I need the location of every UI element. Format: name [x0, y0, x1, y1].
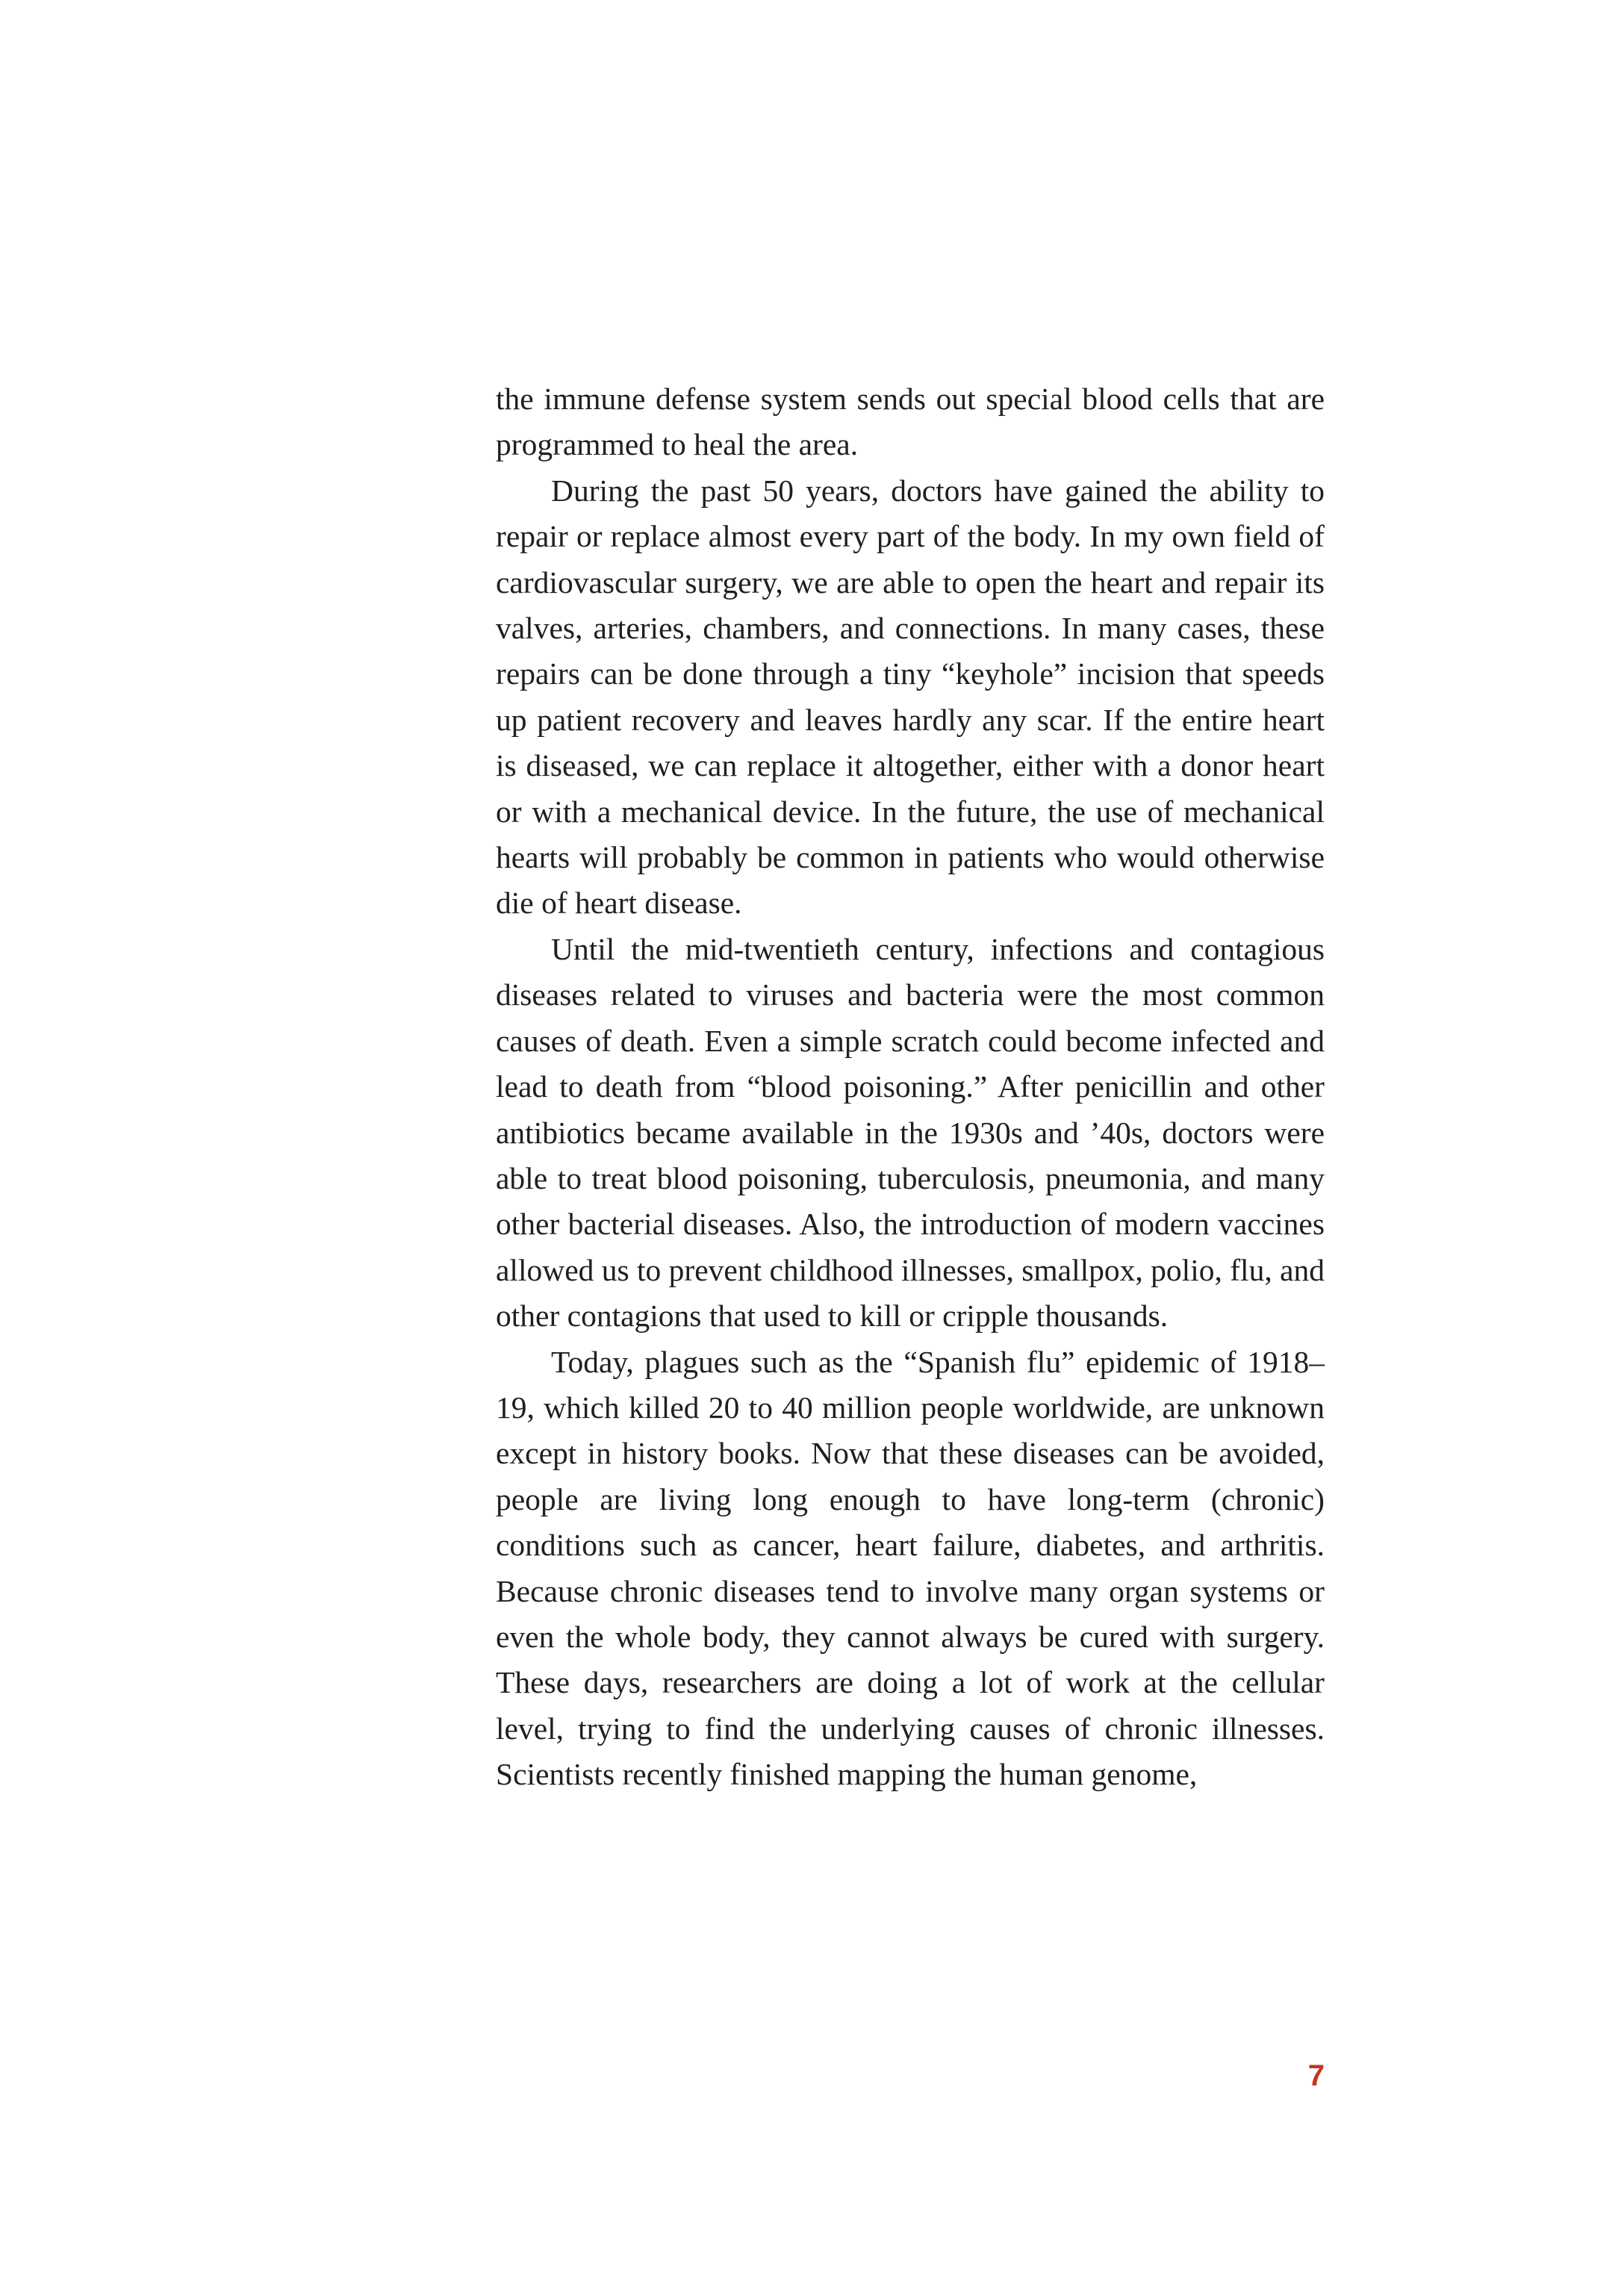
paragraph-surgery: During the past 50 years, doctors have gained the ability to repair or replace almost every part of the body. In my own field of cardiovascular surgery, we are able to open the heart and repair its valves, arteries, chambers, and connections. In many cases, these repairs can be done through a tiny “keyhole” incision that speeds up patient recovery and leaves hardly any scar. If the entire heart is diseased, we can replace it altogether, either with a donor heart or with a mechanical device. In the future, the use of mechanical hearts will probably be common in patients who would otherwise die of heart disease.	[496, 473, 1325, 921]
page-number: 7	[1307, 2059, 1325, 2092]
paragraph-chronic-diseases: Today, plagues such as the “Spanish flu” epidemic of 1918–19, which killed 20 to 40 million people worldwide, are unknown except in history books. Now that these diseases can be avoided, people are living long enough to have long-term (chronic) conditions such as cancer, heart failure, diabetes, and arthritis. Because chronic diseases tend to involve many organ systems or even the whole body, they cannot always be cured with surgery. These days, researchers are doing a lot of work at the cellular level, trying to find the underlying causes of chronic illnesses. Scientists recently finished mapping the human genome,	[496, 1344, 1325, 1792]
paragraph-continuation: the immune defense system sends out special blood cells that are programmed to heal the area.	[496, 382, 1325, 462]
body-text	[496, 376, 1325, 1798]
paragraph-infections: Until the mid-twentieth century, infections and contagious diseases related to viruses and bacteria were the most common causes of death. Even a simple scratch could become infected and lead to death from “blood poisoning.” After penicillin and other antibiotics became available in the 1930s and ’40s, doctors were able to treat blood poisoning, tuberculosis, pneumonia, and many other bacterial diseases. Also, the introduction of modern vaccines allowed us to prevent childhood illnesses, smallpox, polio, flu, and other contagions that used to kill or cripple thousands.	[496, 931, 1325, 1334]
